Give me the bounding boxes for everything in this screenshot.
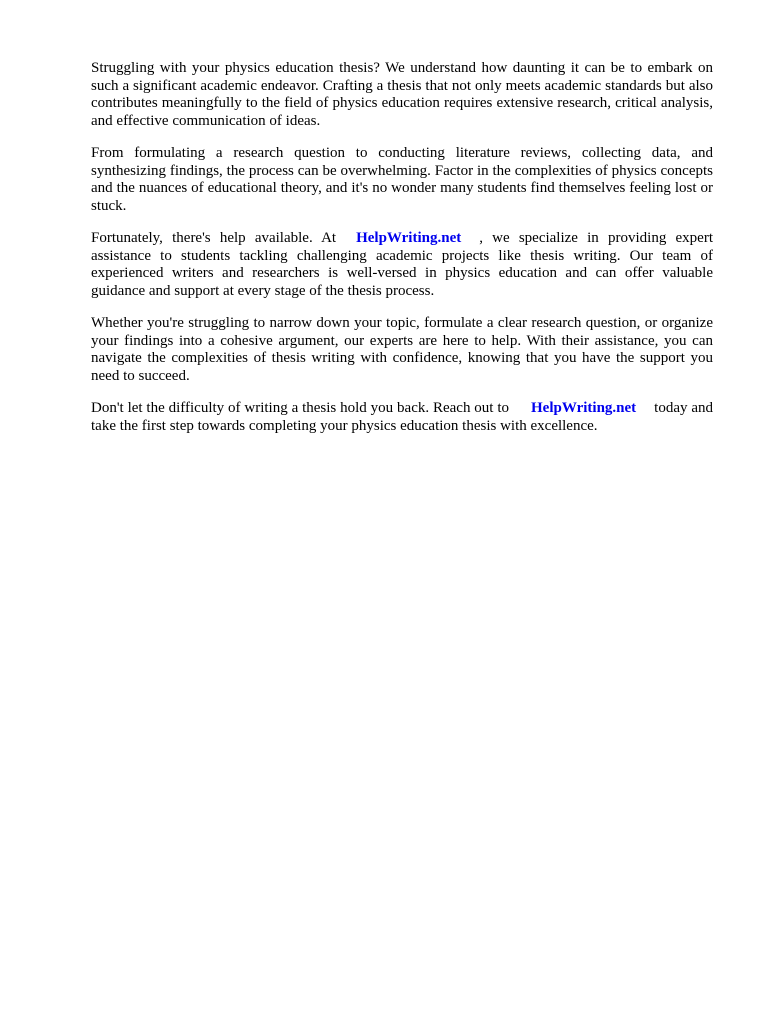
paragraph-closing-text-after: today and take the first step towards completing your physics education thesis with excellence. <box>91 400 714 434</box>
paragraph-process-text: From formulating a research question to conducting literature reviews, collecting data, and synthesizing findings, the process can be overwhelming. Factor in the complexities of physics concepts and the nuances of educational theory, and it's no wonder many students find themselves feeling lost or stuck. <box>91 145 713 214</box>
paragraph-assistance-text: Whether you're struggling to narrow down your topic, formulate a clear research question, or organize your findings into a cohesive argument, our experts are here to help. With their assistance, you can navigate the complexities of thesis writing with confidence, knowing that you have the support you need to succeed. <box>91 315 713 384</box>
paragraph-assistance <box>91 315 713 385</box>
document-body <box>91 60 713 450</box>
paragraph-process <box>91 145 713 215</box>
paragraph-intro <box>91 60 713 130</box>
paragraph-help-text-before: Fortunately, there's help available. At <box>91 230 337 246</box>
helpwriting-link-2[interactable]: HelpWriting.net <box>531 400 637 416</box>
paragraph-help-text-after: , we specialize in providing expert assistance to students tackling challenging academic projects like thesis writing. Our team of experienced writers and researchers is well-versed in physics education and can offer valuable guidance and support at every stage of the thesis process. <box>91 230 713 299</box>
helpwriting-link-1[interactable]: HelpWriting.net <box>356 230 462 246</box>
paragraph-intro-text: Struggling with your physics education thesis? We understand how daunting it can be to embark on such a significant academic endeavor. Crafting a thesis that not only meets academic standards but also contributes meaningfully to the field of physics education requires extensive research, critical analysis, and effective communication of ideas. <box>91 60 713 129</box>
paragraph-closing <box>91 400 713 435</box>
paragraph-closing-text-before: Don't let the difficulty of writing a thesis hold you back. Reach out to <box>91 400 510 416</box>
paragraph-help <box>91 230 713 300</box>
